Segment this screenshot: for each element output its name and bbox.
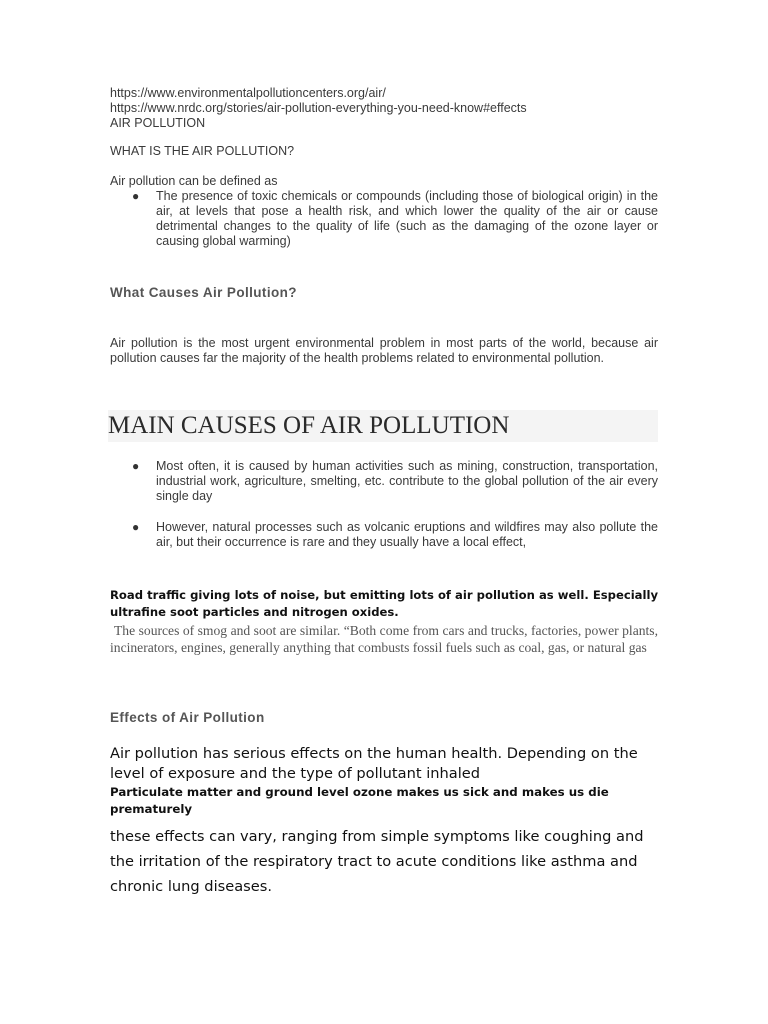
bullet-icon: ●	[132, 189, 140, 203]
definition-list	[110, 189, 658, 249]
cause-text: However, natural processes such as volcanic eruptions and wildfires may also pollute the air, but their occurrence is rare and they usually have a local effect,	[156, 520, 658, 549]
main-causes-heading: MAIN CAUSES OF AIR POLLUTION	[108, 410, 658, 442]
effects-paragraph: Air pollution has serious effects on the human health. Depending on the level of exposure and the type of pollutant inhaled	[110, 745, 638, 782]
symptoms-paragraph: these effects can vary, ranging from simple symptoms like coughing and the irritation of the respiratory tract to acute conditions like asthma and chronic lung diseases.	[110, 828, 644, 895]
question-heading: WHAT IS THE AIR POLLUTION?	[110, 144, 295, 158]
document-title: AIR POLLUTION	[110, 116, 206, 130]
causes-heading: What Causes Air Pollution?	[110, 285, 297, 300]
definition-intro: Air pollution can be defined as	[110, 174, 278, 188]
causes-paragraph: Air pollution is the most urgent environmental problem in most parts of the world, because air pollution causes far the majority of the health problems related to environmental pollution.	[110, 336, 658, 365]
reference-link-2[interactable]: https://www.nrdc.org/stories/air-pollution-everything-you-need-know#effects	[110, 101, 527, 115]
bullet-icon: ●	[132, 459, 140, 473]
reference-link-1[interactable]: https://www.environmentalpollutioncenters.org/air/	[110, 86, 386, 100]
list-item	[110, 520, 658, 550]
list-item	[110, 189, 658, 249]
smog-quote: The sources of smog and soot are similar. “Both come from cars and trucks, factories, power plants, incinerators, engines, generally anything that combusts fossil fuels such as coal, gas, or natural gas	[110, 623, 658, 655]
bullet-icon: ●	[132, 520, 140, 534]
road-traffic-paragraph: Road traffic giving lots of noise, but emitting lots of air pollution as well. Especially ultrafine soot particles and nitrogen oxides.	[110, 588, 658, 619]
cause-text: Most often, it is caused by human activities such as mining, construction, transportation, industrial work, agriculture, smelting, etc. contribute to the global pollution of the air every single day	[156, 459, 658, 503]
main-causes-list	[110, 459, 658, 504]
particulate-line: Particulate matter and ground level ozone makes us sick and makes us die prematurely	[110, 785, 609, 816]
definition-text: The presence of toxic chemicals or compounds (including those of biological origin) in the air, at levels that pose a health risk, and which lower the quality of the air or cause detrimental changes to the quality of life (such as the damaging of the ozone layer or causing global warming)	[156, 189, 658, 248]
list-item	[110, 459, 658, 504]
effects-heading: Effects of Air Pollution	[110, 710, 265, 725]
main-causes-list-2	[110, 520, 658, 550]
